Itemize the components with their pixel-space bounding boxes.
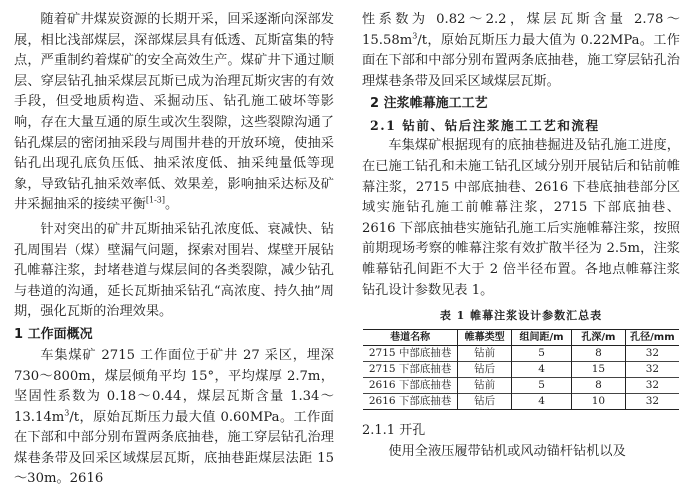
table-row <box>363 394 679 410</box>
spacer <box>362 410 680 420</box>
subsection-heading-2-1: 2.1 钻前、钻后注浆施工工艺和流程 <box>370 118 600 134</box>
subsection-heading-2-1-1: 2.1.1 开孔 <box>362 423 426 439</box>
intro-end: 。 <box>165 197 179 213</box>
table-header: 巷道名称 <box>363 330 458 346</box>
superscript: 3 <box>64 408 70 418</box>
table-cell: 2616 下部底抽巷 <box>363 394 458 410</box>
intro-paragraph <box>14 10 334 216</box>
table-header: 组间距/m <box>512 330 572 346</box>
continued-text-b: /t，原始瓦斯压力最大值为 0.22MPa。工作面在下部和中部分别布置两条底抽巷，施工穿层钻孔治理煤巷条带及回采区域煤层瓦斯。 <box>362 32 680 89</box>
drilling-paragraph: 使用全液压履带钻机或风动锚杆钻机以及 <box>388 444 626 460</box>
table-cell: 32 <box>625 394 679 410</box>
table-cell: 15 <box>572 362 626 378</box>
table-row <box>363 378 679 394</box>
table-header: 孔深/m <box>572 330 626 346</box>
table-cell: 8 <box>572 378 626 394</box>
table-cell: 钻后 <box>458 362 512 378</box>
process-paragraph: 车集煤矿根据现有的底抽巷掘进及钻孔施工进度，在已施工钻孔和未施工钻孔区域分别开展钻后和钻前帷幕注浆，2715 中部底抽巷、2616 下巷底抽巷部分区域实施钻孔施工前帷幕注浆，2715 下部底抽巷、2616 下部底抽巷实施钻孔施工后实施帷幕注浆，按照前期现场考察的帷幕注浆有效扩散半径为 2.5m，注浆帷幕钻孔间距不大于 2 倍半径布置。各地点帷幕注浆钻孔设计参数见表 1。 <box>362 138 680 298</box>
table-header: 孔径/mm <box>625 330 679 346</box>
continued-paragraph <box>362 10 680 92</box>
table-cell: 5 <box>512 378 572 394</box>
overview-text-b: /t，原始瓦斯压力最大值 0.60MPa。工作面在下部和中部分别布置两条底抽巷，施工穿层钻孔治理煤巷条带及回采区域煤层瓦斯，底抽巷距煤层法距 15～30m。2616 <box>14 409 334 487</box>
table-cell: 5 <box>512 346 572 362</box>
table-cell: 10 <box>572 394 626 410</box>
table-cell: 32 <box>625 362 679 378</box>
table-header: 帷幕类型 <box>458 330 512 346</box>
overview-paragraph <box>14 346 334 490</box>
citation-marker: [1-3] <box>145 195 165 205</box>
intro-text: 随着矿井煤炭资源的长期开采，回采逐渐向深部发展，相比浅部煤层，深部煤层具有低透、瓦斯富集的特点，严重制约着煤矿的安全高效生产。煤矿井下通过顺层、穿层钻孔抽采煤层瓦斯已成为治理瓦斯灾害的有效手段，但受地质构造、采掘动压、钻孔施工破坏等影响，存在大量互通的原生或次生裂隙，这些裂隙沟通了钻孔煤层的密闭抽采段与周围井巷的开放环境，使抽采钻孔出现孔底负压低、抽采浓度低、抽采纯量低等现象，导致钻孔抽采效率低、效果差，影响抽采达标及矿井采掘抽采的接续平衡 <box>14 12 334 213</box>
section-heading-1: 1 工作面概况 <box>14 326 93 342</box>
table-cell: 4 <box>512 394 572 410</box>
table-row <box>363 346 679 362</box>
overview-text-a: 车集煤矿 2715 工作面位于矿井 27 采区，埋深 730～800m，煤层倾角平均 15°，平均煤厚 2.7m，坚固性系数为 0.18～0.44，煤层瓦斯含量 1.34～13.14m <box>14 347 334 425</box>
table-cell: 2715 中部底抽巷 <box>363 346 458 362</box>
table-cell: 钻前 <box>458 346 512 362</box>
left-column <box>14 10 334 490</box>
parameter-table <box>363 329 679 410</box>
table-cell: 32 <box>625 378 679 394</box>
continued-text-a: 性系数为 0.82～2.2，煤层瓦斯含量 2.78～15.58m <box>362 12 680 48</box>
table-row <box>363 362 679 378</box>
table-cell: 钻后 <box>458 394 512 410</box>
table-cell: 8 <box>572 346 626 362</box>
table-cell: 2616 下部底抽巷 <box>363 378 458 394</box>
right-column <box>362 10 680 463</box>
table-cell: 钻前 <box>458 378 512 394</box>
table-cell: 2715 下部底抽巷 <box>363 362 458 378</box>
table-header-row <box>363 330 679 346</box>
section-heading-2: 2 注浆帷幕施工工艺 <box>370 96 488 112</box>
table-caption: 表 1 帷幕注浆设计参数汇总表 <box>439 309 603 323</box>
approach-paragraph: 针对突出的矿井瓦斯抽采钻孔浓度低、衰减快、钻孔周围岩（煤）壁漏气问题，探索对围岩、煤壁开展钻孔帷幕注浆，封堵巷道与煤层间的各类裂隙，减少钻孔与巷道的沟通，延长瓦斯抽采钻孔“高浓度、持久抽”周期，强化瓦斯的治理效果。 <box>14 221 334 320</box>
table-cell: 4 <box>512 362 572 378</box>
superscript: 3 <box>412 31 418 41</box>
table-cell: 32 <box>625 346 679 362</box>
